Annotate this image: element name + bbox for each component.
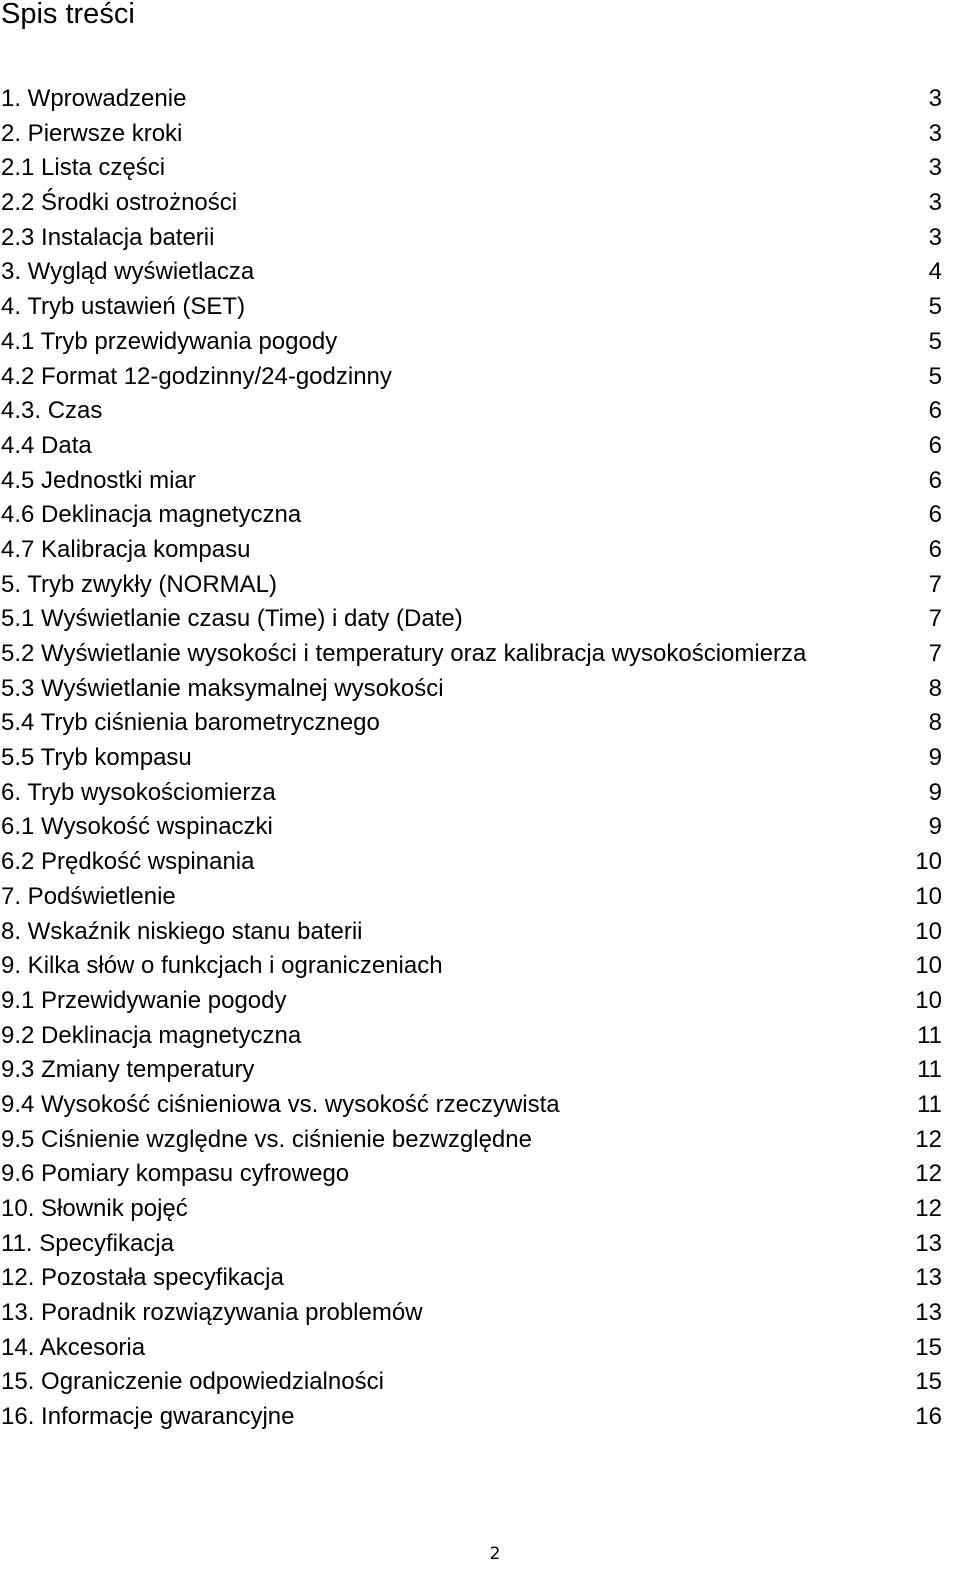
- toc-entry[interactable]: [0, 672, 960, 707]
- toc-entry[interactable]: [0, 845, 960, 880]
- toc-entry-page: 10: [915, 848, 942, 876]
- toc-entry-label: 6.1 Wysokość wspinaczki: [1, 813, 273, 841]
- toc-entry[interactable]: [0, 325, 960, 360]
- toc-entry-label: 4.7 Kalibracja kompasu: [1, 535, 251, 563]
- toc-entry-page: 3: [928, 223, 942, 251]
- toc-entry-label: 9. Kilka słów o funkcjach i ograniczeniach: [1, 952, 443, 980]
- toc-entry-label: 6. Tryb wysokościomierza: [1, 778, 276, 806]
- toc-entry-page: 6: [928, 397, 942, 425]
- toc-entry[interactable]: [0, 1331, 960, 1366]
- toc-entry[interactable]: [0, 221, 960, 256]
- toc-entry-label: 12. Pozostała specyfikacja: [1, 1264, 284, 1292]
- toc-entry-page: 5: [928, 327, 942, 355]
- toc-entry-label: 4.5 Jednostki miar: [1, 466, 196, 494]
- toc-entry-page: 9: [928, 813, 942, 841]
- toc-entry-page: 15: [915, 1333, 942, 1361]
- toc-entry[interactable]: [0, 82, 960, 117]
- toc-entry-label: 3. Wygląd wyświetlacza: [1, 258, 255, 286]
- toc-entry-page: 5: [928, 362, 942, 390]
- toc-entry-label: 4.4 Data: [1, 431, 92, 459]
- toc-entry-page: 3: [928, 154, 942, 182]
- toc-entry-page: 12: [915, 1195, 942, 1222]
- toc-entry-label: 4. Tryb ustawień (SET): [1, 293, 246, 321]
- toc-entry[interactable]: [0, 1296, 960, 1331]
- toc-entry-page: 10: [915, 952, 942, 980]
- toc-entry-label: 5.1 Wyświetlanie czasu (Time) i daty (Date): [1, 605, 463, 633]
- toc-entry-label: 9.6 Pomiary kompasu cyfrowego: [1, 1160, 350, 1188]
- toc-entry-page: 13: [915, 1229, 942, 1257]
- toc-entry-page: 10: [915, 882, 942, 910]
- toc-entry[interactable]: [0, 186, 960, 221]
- toc-entry-label: 8. Wskaźnik niskiego stanu baterii: [1, 917, 363, 945]
- toc-entry[interactable]: [0, 949, 960, 984]
- toc-entry[interactable]: [0, 1088, 960, 1123]
- toc-entry-label: 2.2 Środki ostrożności: [1, 189, 238, 217]
- toc-entry-label: 9.3 Zmiany temperatury: [1, 1056, 255, 1084]
- toc-entry-label: 9.2 Deklinacja magnetyczna: [1, 1021, 302, 1049]
- toc-entry-page: 6: [928, 466, 942, 494]
- toc-entry-label: 14. Akcesoria: [1, 1333, 146, 1361]
- toc-entry[interactable]: [0, 776, 960, 811]
- toc-entry[interactable]: [0, 360, 960, 395]
- toc-entry-page: 11: [917, 1056, 942, 1084]
- toc-entry-page: 5: [928, 293, 942, 321]
- toc-entry[interactable]: [0, 394, 960, 429]
- toc-entry[interactable]: [0, 290, 960, 325]
- toc-entry-label: 2. Pierwsze kroki: [1, 119, 183, 147]
- toc-entry[interactable]: [0, 1227, 960, 1262]
- toc-entry-page: 3: [928, 189, 942, 217]
- toc-entry[interactable]: [0, 1192, 960, 1227]
- toc-entry-page: 13: [915, 1299, 942, 1327]
- toc-entry-page: 7: [928, 640, 942, 667]
- toc-entry-page: 7: [928, 605, 942, 633]
- toc-entry-page: 9: [928, 744, 942, 772]
- toc-entry[interactable]: [0, 984, 960, 1019]
- toc-entry-label: 5.4 Tryb ciśnienia barometrycznego: [1, 709, 380, 737]
- toc-entry[interactable]: [0, 1400, 960, 1435]
- toc-entry-page: 3: [928, 85, 942, 112]
- toc-entry[interactable]: [0, 255, 960, 290]
- toc-entry-label: 9.1 Przewidywanie pogody: [1, 986, 287, 1014]
- toc-entry[interactable]: [0, 117, 960, 152]
- toc-entry[interactable]: [0, 1261, 960, 1296]
- toc-entry[interactable]: [0, 810, 960, 845]
- toc-entry-page: 4: [928, 258, 942, 286]
- toc-entry-page: 8: [928, 674, 942, 702]
- toc-entry-label: 2.1 Lista części: [1, 154, 166, 182]
- toc-entry[interactable]: [0, 1365, 960, 1400]
- toc-entry-page: 10: [915, 986, 942, 1014]
- toc-entry-label: 5. Tryb zwykły (NORMAL): [1, 570, 278, 598]
- toc-entry[interactable]: [0, 880, 960, 915]
- toc-entry-page: 16: [915, 1403, 942, 1431]
- toc-entry-page: 13: [915, 1264, 942, 1292]
- toc-entry-page: 8: [928, 709, 942, 737]
- toc-entry-label: 1. Wprowadzenie: [1, 85, 187, 112]
- toc-entry-label: 5.3 Wyświetlanie maksymalnej wysokości: [1, 674, 444, 702]
- toc-entry[interactable]: [0, 568, 960, 603]
- page-title: Spis treści: [1, 0, 135, 30]
- toc-entry-page: 3: [928, 119, 942, 147]
- toc-entry-page: 6: [928, 535, 942, 563]
- toc-entry-label: 4.2 Format 12-godzinny/24-godzinny: [1, 362, 392, 390]
- toc-entry-label: 13. Poradnik rozwiązywania problemów: [1, 1299, 423, 1327]
- toc-entry[interactable]: [0, 706, 960, 741]
- toc-entry-page: 12: [915, 1125, 942, 1153]
- toc-entry-label: 6.2 Prędkość wspinania: [1, 848, 255, 876]
- toc-entry[interactable]: [0, 637, 960, 672]
- toc-entry-label: 9.4 Wysokość ciśnieniowa vs. wysokość rzeczywista: [1, 1090, 560, 1118]
- toc-entry-page: 10: [915, 917, 942, 945]
- toc-entry-label: 7. Podświetlenie: [1, 882, 176, 910]
- toc-entry[interactable]: [0, 429, 960, 464]
- toc-entry-label: 5.5 Tryb kompasu: [1, 744, 192, 772]
- toc-entry[interactable]: [0, 741, 960, 776]
- toc-entry[interactable]: [0, 602, 960, 637]
- toc-entry[interactable]: [0, 464, 960, 499]
- toc-entry-label: 16. Informacje gwarancyjne: [1, 1403, 295, 1431]
- toc-entry[interactable]: [0, 533, 960, 568]
- toc-entry-label: 4.1 Tryb przewidywania pogody: [1, 327, 338, 355]
- toc-entry-label: 15. Ograniczenie odpowiedzialności: [1, 1368, 384, 1396]
- toc-entry[interactable]: [0, 1019, 960, 1054]
- toc-entry-page: 11: [917, 1021, 942, 1049]
- toc-entry-page: 15: [915, 1368, 942, 1396]
- page-number: 2: [489, 1544, 501, 1564]
- toc-entry[interactable]: [0, 151, 960, 186]
- toc-entry-label: 10. Słownik pojęć: [1, 1195, 188, 1222]
- toc-entry-label: 2.3 Instalacja baterii: [1, 223, 215, 251]
- toc-entry[interactable]: [0, 498, 960, 533]
- table-of-contents: [0, 82, 960, 1435]
- toc-entry-label: 4.6 Deklinacja magnetyczna: [1, 501, 302, 529]
- toc-entry-page: 12: [915, 1160, 942, 1188]
- toc-entry[interactable]: [0, 1157, 960, 1192]
- toc-entry-page: 6: [928, 501, 942, 529]
- toc-entry-page: 11: [917, 1090, 942, 1118]
- toc-entry-page: 9: [928, 778, 942, 806]
- toc-entry-label: 9.5 Ciśnienie względne vs. ciśnienie bezwzględne: [1, 1125, 532, 1153]
- toc-entry[interactable]: [0, 915, 960, 950]
- toc-entry-page: 6: [928, 431, 942, 459]
- toc-entry[interactable]: [0, 1053, 960, 1088]
- toc-entry-page: 7: [928, 570, 942, 598]
- toc-entry-label: 4.3. Czas: [1, 397, 103, 425]
- toc-entry[interactable]: [0, 1123, 960, 1158]
- toc-entry-label: 5.2 Wyświetlanie wysokości i temperatury oraz kalibracja wysokościomierza: [1, 640, 807, 667]
- toc-entry-label: 11. Specyfikacja: [1, 1229, 174, 1257]
